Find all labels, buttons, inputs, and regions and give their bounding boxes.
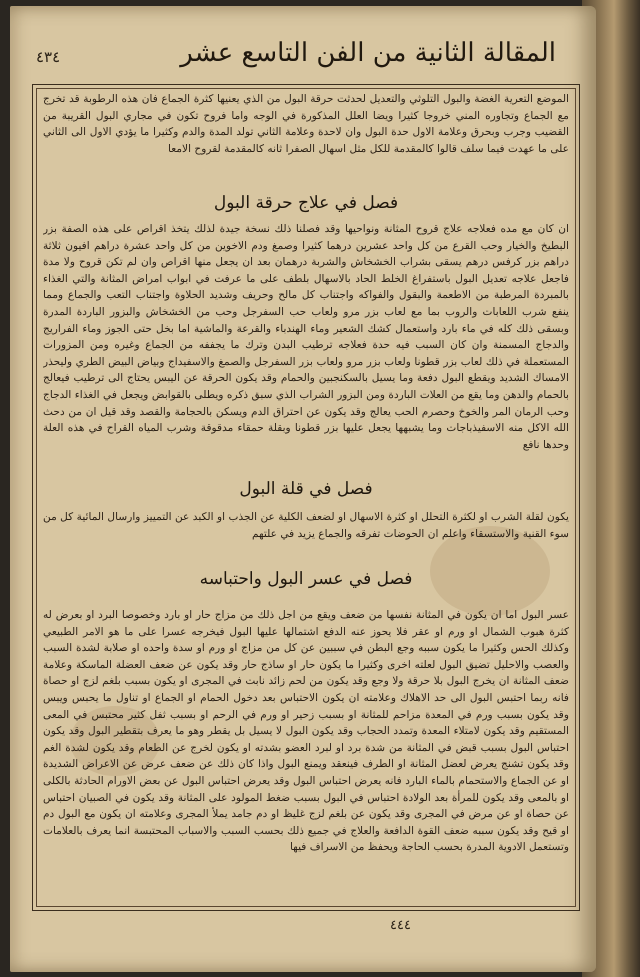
section-heading-urinary-retention: فصل في عسر البول واحتباسه [199,569,413,589]
page-number: ٤٣٤ [36,48,61,66]
section-intro-text: الموضع التعرية الغضة والبول التلوثي والتعديل لحدثت حرقة البول من الذي يعنيها كثرة الجماع فان هذه الرطوبة قد تخرج مع الجماع وتجاوره المني خروجا كثيرا ويضا العلل المذكورة في الوجه واما فروح تكون في مجاري البول القريبة من القضيب وجرب وبحرق وعلامة الاول حدة البول وان لاحدة وعلامة الثاني تولد المدة والدم وكثيرا ما يؤدي الاول الى الثاني على ما عهدت فيما سلف قالوا كالمقدمة للكل مثل اسهال الصفرا ثانه كالمقدمة لقروح الامعا [43,93,569,155]
section-burning-urine-text: ان كان مع مده فعلاجه علاج قروح المثانة ونواحيها وقد فصلنا ذلك نسخة جيدة لذلك يتخذ اقراص على هذه الصفة بزر البطيخ والخيار وحب القرع من كل واحد عشرين درهما كثيرا وصمغ ودم الاخوين من كل واحد عشرة دراهم افيون ثلاثة دراهم بزر كرفس درهم يسقى بشراب الخشخاش والشربة درهمان بعد ان يجعل منها اقراص وان لم تكن قروح ولا مدة فاجعل علاجه تعديل البول باستفراغ الخلط الحاد بالاسهال بلطف على ما عرفت في ابواب امراض المثانة والتي الغذاء بالمبردة المرطبة من الاطعمة والبقول والفواكه واجتناب كل مالح وحريف وشديد الحلاوة واجتناب التعب والجماع ومما ينفع شرب اللعابات والروب بما مع لعاب بزر مرو ولعاب حب السفرجل وحب من الخشخاش والبزور الباردة المدرة وبسقى ذلك كله في ماء بارد واستعمال كشك الشعير وماء الهندباء والقرعة والماشية اما بخل حتى الجوز وماء الفراريج والدجاج المسمنة وان كان السبب فيه حدة فعلاجه ترطيب البدن وترك ما يجففه من الجماع وغيره ومن المزورات المستعملة في ذلك لعاب بزر قطونا ولعاب بزر مرو ولعاب بزر السفرجل والصمغ والاسفيداج وبياض البيض الطري وليحذر الامساك الشديد ويقطع البول دفعة وما يسيل بالسكنجبين والحمام وقد يكون الحرقة عن اليبس يحتاج الى ترطيب فيعالج بالحمام والدهن وما يقع من العلات الباردة ومن البزور الشراب الذي سبق ذكره ويطلى بالقوابض ويجعل في الغذاء الدجاج وحب الرمان المر والخوخ وحصرم الحب يعالج وقد يكون عن احتراق الدم ويسكن بالحجامة والقصد وقد قيل ان من دحث الله الاكل منه الاسفيذباجات وما يشبهها يجعل عليها بزر قطونا وبقلة حمقاء مدقوقة وشرب المياه القراح في هذه العلة وحدها نافع [43,223,569,451]
text-frame [32,84,580,911]
manuscript-page [10,6,596,972]
page-header [10,34,596,80]
running-title: المقالة الثانية من الفن التاسع عشر [180,38,556,68]
section-heading-scanty-urine: فصل في قلة البول [239,479,373,499]
section-urinary-retention-text: عسر البول اما ان يكون في المثانة نفسها من ضعف ويقع من اجل ذلك من مزاج حار او بارد وخصوصا البرد او بعرض له كثرة هبوب الشمال او ورم او عقر فلا يحوز عنه الدفع اشتمالها عليها البول فيخرجه عسرا على ما هو الامر الطبيعي وكذلك الحس وكثيرا ما يكون سببه وجع البطن في سببين عن كل من مزاج او ورم او سدة واحده او صلابة لشدة السبب والعصب والاحليل تضيق البول لعلته اخرى وكثيرا ما يكون حار او ساذج حار وقد يكون عن ضعف العضلة الماسكة وعلامة ضعف المثانة ان يخرج البول بلا حرقة ولا وجع وقد يكون من لحم زائد نابت في المجرى او يكون بسبب بلغم لزج او حصاة فانه ربما احتبس البول الى حد الاهلاك وعلامته ان يكون الاحتباس بعد دخول الحمام او الجماع او تناول ما يحبس ويبس وقد يكون بسبب ورم في المعدة مزاحم للمثانة او بسبب زحير او ورم في الرحم او بسبب ثفل كثير محتبس في المعى المستقيم وقد يكون لامتلاء المعدة وتمدد الحجاب وقد يكون البول لا يسيل بل يقطر وهو ما يعرف بتقطير البول وقد يكون احتباس البول بسبب قبض في المثانة من شدة برد او لبرد العضو بشدته او يكون لخرج عن الطعام وقد يكون لشدة الغم وقد يكون تشنج يعرض لعضل المثانة او الطرف فينعقد ويمنع البول واذا كان ذلك عن ضعف عرض عن الاعراض الشديدة او عن الجماع والاستحمام بالماء البارد فانه يعرض احتباس البول وقد يعرض احتباس البول عن بعض الاورام الحادثة بالكلى او بالمعى وقد يكون للمرأة بعد الولادة احتباس في البول بسبب ضغط المولود على المثانة وقد يكون في الصبيان احتباس عن حصاة او عن مرض في المجرى وقد يكون عن بلغم لزج غليظ او دم جامد يملأ المجرى وعلامته ان يكون مع البول دم او قيح وقد يكون سببه ضعف القوة الدافعة والعلاج في جميع ذلك بحسب السبب والاسباب المحتبسة انما يعرف بالعلامات وتستعمل الادوية المدرة بحسب الحاجة ويحفظ من الاسراف فيها [43,609,569,854]
section-heading-burning-urine: فصل في علاج حرقة البول [213,193,399,213]
section-scanty-urine-text: يكون لقلة الشرب او لكثرة التحلل او كثرة الاسهال او لضعف الكلية عن الجذب او الكبد عن التمييز وارسال المائية كل من سوء القنية والاستسقاء واعلم ان الحوضات تفرقه والجماع يزيد في علتهم [43,511,569,540]
catchword: ٤٤٤ [390,918,411,933]
